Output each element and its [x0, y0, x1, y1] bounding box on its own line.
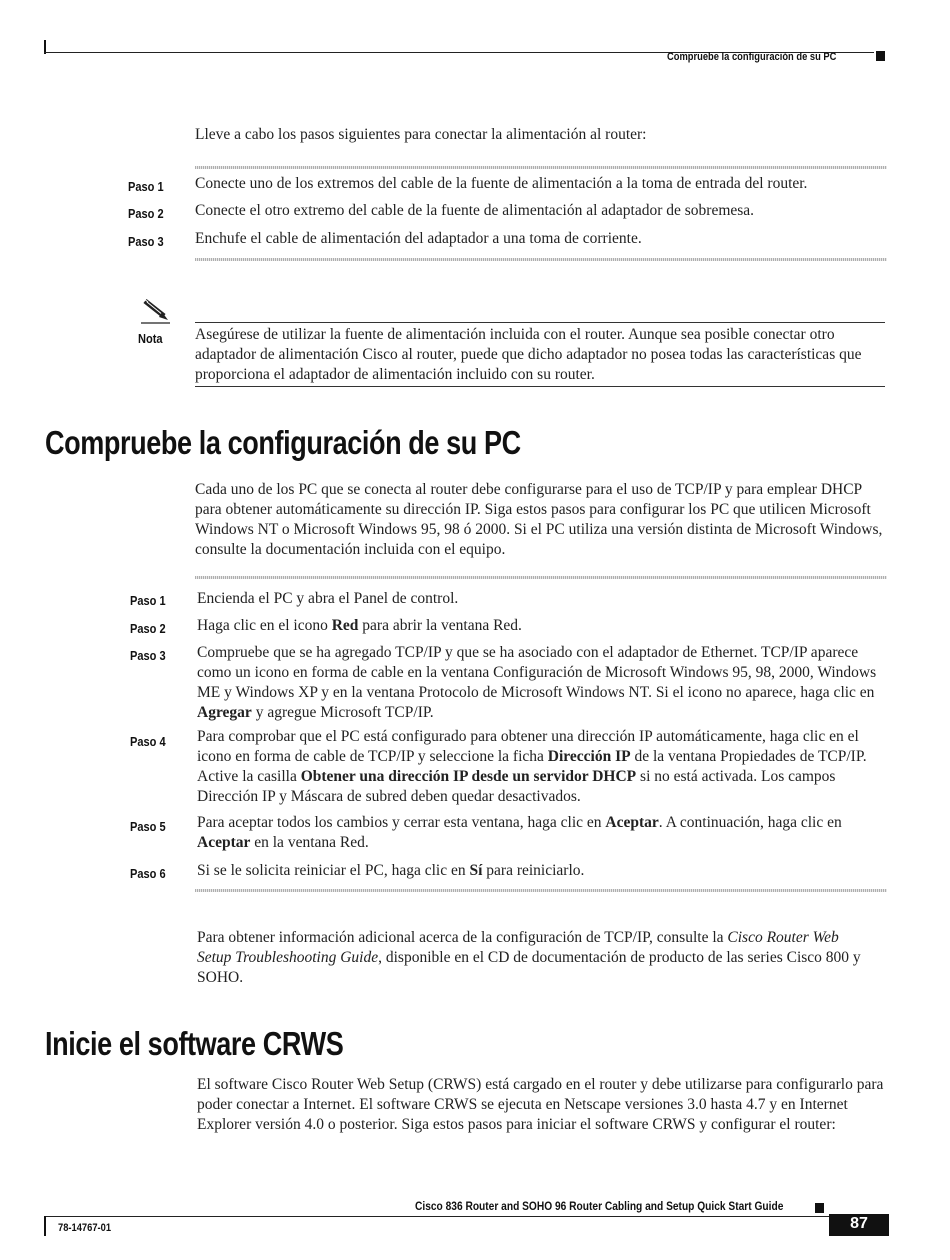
emphasis-bold: Red: [331, 617, 359, 634]
crws-intro: El software Cisco Router Web Setup (CRWS) está cargado en el router y debe utilizarse para configurarlo para poder conectar a Internet. El software CRWS se ejecuta en Netscape versiones 3.0 hasta 4.7 y en Internet Explorer versión 4.0 o posterior. Siga estos pasos para iniciar el software CRWS y configurar el router:: [197, 1076, 884, 1133]
emphasis-bold: Agregar: [197, 704, 252, 721]
note-bottom-rule: [195, 386, 885, 387]
step-label: Paso 3: [130, 648, 166, 663]
text-run: Haga clic en el icono: [197, 617, 332, 634]
text-run: Para aceptar todos los cambios y cerrar esta ventana, haga clic en: [197, 814, 606, 831]
text-run: , disponible en el CD de documentación de producto de las series Cisco 800 y SOHO.: [197, 949, 861, 986]
step-text: Conecte el otro extremo del cable de la fuente de alimentación al adaptador de sobremesa.: [195, 202, 755, 219]
footer-rule: [44, 1216, 830, 1217]
power-intro: Lleve a cabo los pasos siguientes para conectar la alimentación al router:: [195, 126, 647, 143]
page-number: 87: [850, 1215, 868, 1232]
pencil-icon: [138, 296, 172, 326]
step-text: [197, 643, 889, 723]
text-run: Para obtener información adicional acerca de la configuración de TCP/IP, consulte la: [197, 929, 728, 946]
emphasis-bold: Sí: [469, 862, 483, 879]
pc-steps-bottom-rule: [195, 889, 887, 892]
pc-steps-top-rule: [195, 576, 887, 579]
emphasis-italic: Cisco Router Web Setup Troubleshooting Guide: [197, 929, 839, 966]
pc-followup-text: [197, 928, 867, 988]
pc-intro: Cada uno de los PC que se conecta al router debe configurarse para el uso de TCP/IP y para emplear DHCP para obtener automáticamente su dirección IP. Siga estos pasos para configurar los PC que utilicen Microsoft Windows NT o Microsoft Windows 95, 98 ó 2000. Si el PC utiliza una versión distinta de Microsoft Windows, consulte la documentación incluida con el equipo.: [195, 481, 883, 558]
step-text: Conecte uno de los extremos del cable de la fuente de alimentación a la toma de entrada del router.: [195, 175, 808, 192]
step-text: Enchufe el cable de alimentación del adaptador a una toma de corriente.: [195, 230, 642, 247]
step-text: [197, 861, 889, 881]
section-heading-crws: Inicie el software CRWS: [45, 1025, 344, 1062]
step-label: Paso 4: [130, 734, 166, 749]
emphasis-bold: Obtener una dirección IP desde un servidor DHCP: [300, 768, 637, 785]
note-top-rule: [195, 322, 885, 323]
text-run: y agregue Microsoft TCP/IP.: [251, 704, 434, 721]
step-label: Paso 1: [128, 179, 164, 194]
text-run: para abrir la ventana Red.: [358, 617, 522, 634]
emphasis-bold: Dirección IP: [547, 748, 631, 765]
text-run: Compruebe que se ha agregado TCP/IP y que se ha asociado con el adaptador de Ethernet. TCP/IP aparece como un icono en forma de cable en la ventana Configuración de Microsoft Windows 95, 98, 2000, Windows ME y Windows XP y en la ventana Protocolo de Microsoft Windows NT. Si el icono no aparece, haga clic en: [197, 644, 877, 701]
step-label: Paso 1: [130, 593, 166, 608]
steps-bottom-rule: [195, 258, 887, 261]
doc-number: 78-14767-01: [58, 1222, 112, 1234]
steps-top-rule: [195, 166, 887, 169]
emphasis-bold: Aceptar: [605, 814, 659, 831]
text-run: Encienda el PC y abra el Panel de control.: [197, 590, 459, 607]
footer-guide-title: Cisco 836 Router and SOHO 96 Router Cabling and Setup Quick Start Guide: [415, 1199, 784, 1213]
text-run: en la ventana Red.: [250, 834, 369, 851]
text-run: de la ventana Propiedades de TCP/IP. Active la casilla: [197, 748, 867, 785]
note-text: Asegúrese de utilizar la fuente de alimentación incluida con el router. Aunque sea posible conectar otro adaptador de alimentación Cisco al router, puede que dicho adaptador no posea todas las características que proporciona el adaptador de alimentación incluido con su router.: [195, 326, 862, 383]
step-text: [197, 589, 889, 609]
note-label: Nota: [138, 331, 163, 346]
step-label: Paso 2: [128, 206, 164, 221]
step-label: Paso 3: [128, 234, 164, 249]
header-marker: [876, 51, 885, 61]
running-header: Compruebe la configuración de su PC: [667, 51, 837, 63]
step-text: [197, 616, 889, 636]
footer-marker: [815, 1203, 824, 1213]
step-text: [197, 813, 889, 853]
text-run: Para comprobar que el PC está configurado para obtener una dirección IP automáticamente, haga clic en el icono en forma de cable de TCP/IP y seleccione la ficha: [197, 728, 859, 765]
section-heading-pc: Compruebe la configuración de su PC: [45, 424, 521, 461]
text-run: Si se le solicita reiniciar el PC, haga clic en: [197, 862, 470, 879]
text-run: para reiniciarlo.: [482, 862, 585, 879]
text-run: . A continuación, haga clic en: [658, 814, 842, 831]
footer-left-tick: [44, 1216, 46, 1236]
emphasis-bold: Aceptar: [197, 834, 251, 851]
step-label: Paso 6: [130, 866, 166, 881]
step-text: [197, 727, 889, 807]
text-run: si no está activada. Los campos Dirección IP y Máscara de subred deben quedar desactivados.: [197, 768, 836, 805]
step-label: Paso 2: [130, 621, 166, 636]
step-label: Paso 5: [130, 819, 166, 834]
